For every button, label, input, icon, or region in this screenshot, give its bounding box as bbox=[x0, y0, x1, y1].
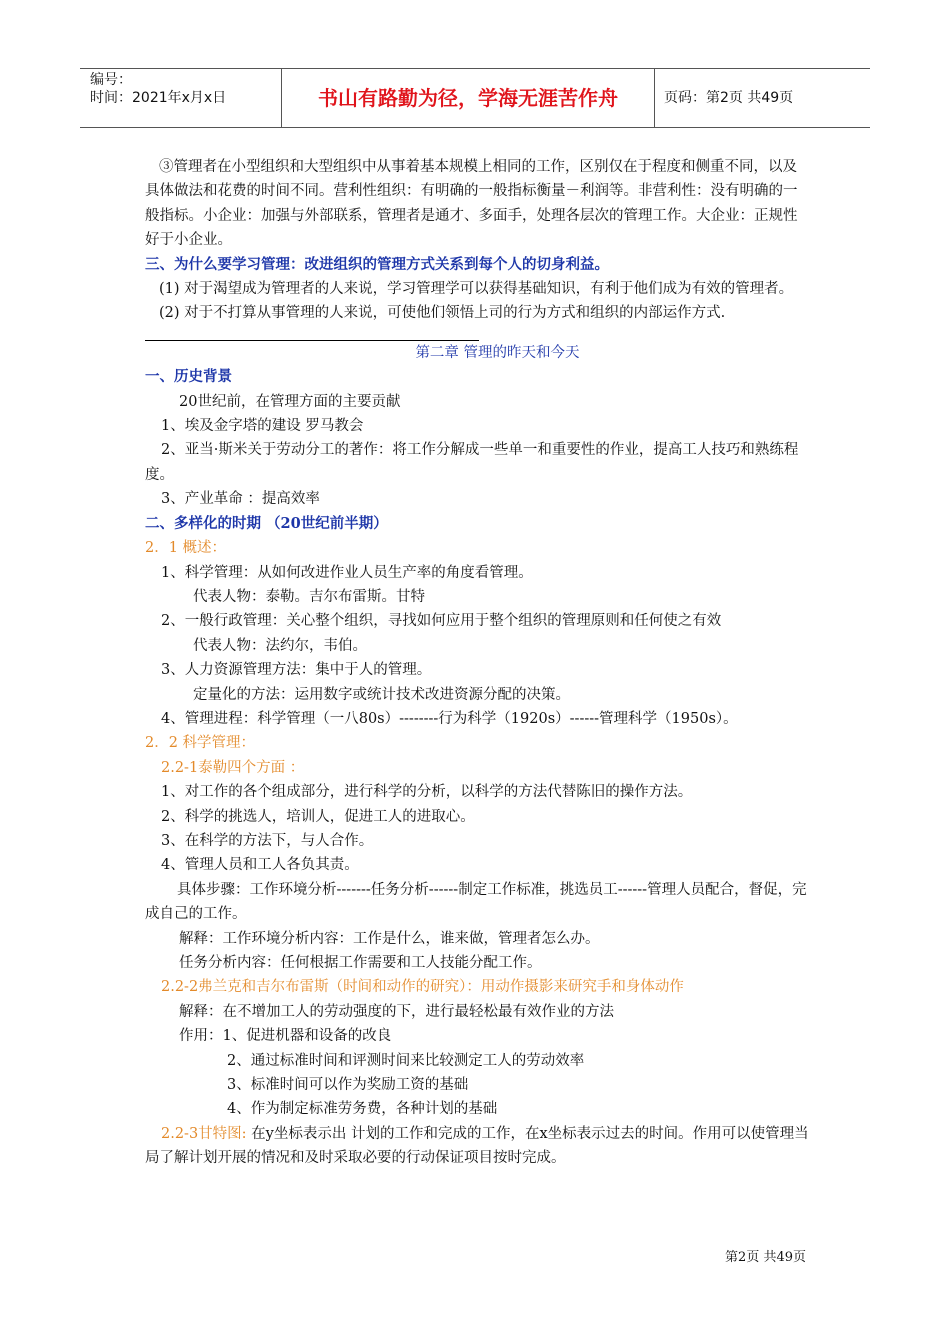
paragraph bbox=[145, 1122, 810, 1171]
list-item: 2、一般行政管理：关心整个组织，寻找如何应用于整个组织的管理原则和任何使之有效 bbox=[161, 613, 722, 630]
chapter-title: 第二章 管理的昨天和今天 bbox=[415, 344, 580, 361]
list-item: 2、科学的挑选人，培训人，促进工人的进取心。 bbox=[161, 808, 475, 825]
paragraph: 解释：在不增加工人的劳动强度的下，进行最轻松最有效作业的方法 bbox=[179, 1003, 614, 1020]
header-time: 时间：2021年x月x日 bbox=[90, 90, 227, 106]
list-item: 4、管理人员和工人各负其责。 bbox=[161, 857, 359, 874]
subsection-label: 2.2-3甘特图: bbox=[161, 1125, 247, 1142]
subsection-heading: 2．1 概述： bbox=[145, 540, 227, 557]
header-page-number: 页码：第2页 共49页 bbox=[664, 90, 794, 106]
paragraph: 解释：工作环境分析内容：工作是什么，谁来做，管理者怎么办。 bbox=[179, 930, 600, 947]
list-item: 3、产业革命 ：提高效率 bbox=[161, 491, 320, 508]
list-item-detail: 代表人物：法约尔，韦伯。 bbox=[193, 637, 367, 654]
section-heading: 三、为什么要学习管理：改进组织的管理方式关系到每个人的切身利益。 bbox=[145, 255, 609, 273]
subsection-heading: 2.2-1泰勒四个方面 ： bbox=[161, 759, 305, 776]
list-item-detail: 代表人物：泰勒。吉尔布雷斯。甘特 bbox=[193, 588, 425, 605]
list-item-detail: 定量化的方法：运用数字或统计技术改进资源分配的决策。 bbox=[193, 686, 570, 703]
header-number: 编号： bbox=[90, 72, 132, 88]
paragraph: 20世纪前，在管理方面的主要贡献 bbox=[179, 393, 401, 410]
page-header bbox=[80, 68, 870, 128]
paragraph: (2) 对于不打算从事管理的人来说，可使他们领悟上司的行为方式和组织的内部运作方式. bbox=[159, 305, 726, 322]
paragraph-text: 在y坐标表示出 计划的工作和完成的工作，在x坐标表示过去的时间。作用可以使管理当局了解计划开展的情况和及时采取必要的行动保证项目按时完成。 bbox=[145, 1125, 809, 1167]
subsection-heading: 2．2 科学管理： bbox=[145, 735, 256, 752]
paragraph: (1) 对于渴望成为管理者的人来说，学习管理学可以获得基础知识，有利于他们成为有效的管理者。 bbox=[159, 281, 794, 298]
list-item: 1、埃及金字塔的建设 罗马教会 bbox=[161, 418, 364, 435]
list-item: 2、通过标准时间和评测时间来比较测定工人的劳动效率 bbox=[227, 1052, 585, 1069]
list-item: 3、人力资源管理方法：集中于人的管理。 bbox=[161, 662, 432, 679]
page-footer: 第2页 共49页 bbox=[725, 1250, 806, 1265]
document-body bbox=[145, 155, 810, 1171]
list-item: 3、标准时间可以作为奖励工资的基础 bbox=[227, 1077, 469, 1094]
header-divider bbox=[654, 69, 655, 127]
list-item: 4、作为制定标准劳务费，各种计划的基础 bbox=[227, 1101, 498, 1118]
list-item: 作用：1、促进机器和设备的改良 bbox=[179, 1028, 392, 1045]
header-meta bbox=[90, 71, 226, 107]
list-item: 1、科学管理：从如何改进作业人员生产率的角度看管理。 bbox=[161, 564, 533, 581]
list-item: 1、对工作的各个组成部分，进行科学的分析，以科学的方法代替陈旧的操作方法。 bbox=[161, 784, 693, 801]
list-item: 4、管理进程：科学管理（一八80s）--------行为科学（1920s）------管理科学（1950s）。 bbox=[161, 710, 738, 727]
section-heading: 二、多样化的时期 （20世纪前半期） bbox=[145, 514, 388, 532]
list-item: 3、在科学的方法下，与人合作。 bbox=[161, 832, 374, 849]
paragraph: ③管理者在小型组织和大型组织中从事着基本规模上相同的工作，区别仅在于程度和侧重不同，以及具体做法和花费的时间不同。营利性组织：有明确的一般指标衡量－利润等。非营利性：没有明确的一般指标。小企业：加强与外部联系，管理者是通才、多面手，处理各层次的管理工作。大企业：正规性好于小企业。 bbox=[145, 159, 798, 249]
list-item: 2、亚当·斯米关于劳动分工的著作：将工作分解成一些单一和重要性的作业，提高工人技巧和熟练程度。 bbox=[145, 442, 799, 483]
section-heading: 一、历史背景 bbox=[145, 368, 232, 386]
paragraph: 具体步骤：工作环境分析-------任务分析------制定工作标准，挑选员工------管理人员配合，督促，完成自己的工作。 bbox=[145, 881, 807, 923]
subsection-heading: 2.2-2弗兰克和吉尔布雷斯（时间和动作的研究）：用动作摄影来研究手和身体动作 bbox=[161, 979, 684, 996]
paragraph: 任务分析内容：任何根据工作需要和工人技能分配工作。 bbox=[179, 955, 542, 971]
header-motto: 书山有路勤为径，学海无涯苦作舟 bbox=[318, 86, 618, 110]
